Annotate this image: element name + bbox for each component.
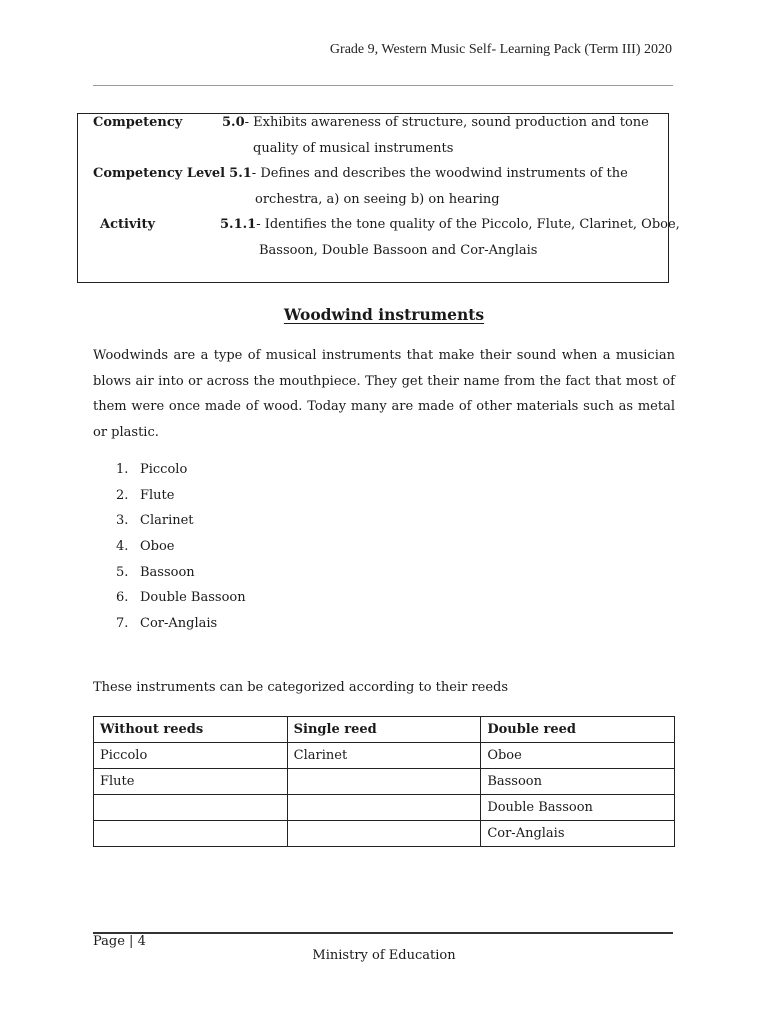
intro-paragraph: Woodwinds are a type of musical instruments that make their sound when a musician blows air into or across the mouthpiece. They get their name from the fact that most of them were once made of wood. Today many are made of other materials such as metal or plastic. xyxy=(93,348,675,440)
activity-text-2: Bassoon, Double Bassoon and Cor-Anglais xyxy=(259,243,538,258)
page-header: Grade 9, Western Music Self- Learning Pack (Term III) 2020 xyxy=(329,42,672,57)
list-item: 4. Oboe xyxy=(116,539,175,555)
table-row xyxy=(94,769,675,795)
instrument-list xyxy=(116,460,246,640)
list-item: 1. Piccolo xyxy=(116,462,188,477)
table-header-row xyxy=(94,717,675,743)
page-number: Page | 4 xyxy=(93,934,146,949)
header-single-reed: Single reed xyxy=(287,717,481,743)
reed-category-table xyxy=(93,716,675,847)
table-cell: Clarinet xyxy=(287,743,481,769)
competency-level-text-2: orchestra, a) on seeing b) on hearing xyxy=(255,192,500,207)
activity-code: 5.1.1 xyxy=(220,217,257,232)
list-item: 5. Bassoon xyxy=(116,564,195,580)
table-cell xyxy=(94,821,288,847)
list-item: 7. Cor-Anglais xyxy=(116,616,218,632)
list-item: 2. Flute xyxy=(116,487,175,503)
competency-level-code: 5.1 xyxy=(229,166,252,181)
table-cell: Double Bassoon xyxy=(481,795,675,821)
table-row xyxy=(94,821,675,847)
table-cell xyxy=(287,821,481,847)
competency-label: Competency xyxy=(93,115,183,130)
table-cell xyxy=(94,795,288,821)
activity-label: Activity xyxy=(100,217,155,232)
table-cell: Piccolo xyxy=(94,743,288,769)
competency-code: 5.0 xyxy=(222,115,245,130)
competency-text-1: - Exhibits awareness of structure, sound production and tone xyxy=(244,115,649,130)
list-item: 3. Clarinet xyxy=(116,513,194,529)
category-intro: These instruments can be categorized according to their reeds xyxy=(93,680,509,695)
competency-box xyxy=(77,113,680,283)
table-row xyxy=(94,795,675,821)
competency-level-row xyxy=(93,166,628,182)
footer-ministry: Ministry of Education xyxy=(312,948,456,963)
table-cell: Bassoon xyxy=(481,769,675,795)
table-cell: Flute xyxy=(94,769,288,795)
activity-description xyxy=(220,217,680,233)
table-row xyxy=(94,743,675,769)
footer-divider xyxy=(93,932,673,934)
activity-text-1: - Identifies the tone quality of the Piccolo, Flute, Clarinet, Oboe, xyxy=(256,217,680,232)
section-title: Woodwind instruments xyxy=(283,305,485,324)
header-double-reed: Double reed xyxy=(481,717,675,743)
table-cell: Cor-Anglais xyxy=(481,821,675,847)
header-without-reeds: Without reeds xyxy=(94,717,288,743)
header-divider xyxy=(93,85,673,86)
table-cell: Oboe xyxy=(481,743,675,769)
competency-description xyxy=(222,115,649,131)
competency-level-text-1: - Defines and describes the woodwind instruments of the xyxy=(251,166,628,181)
competency-row xyxy=(93,115,182,131)
competency-level-label: Competency Level xyxy=(93,166,226,181)
table-cell xyxy=(287,795,481,821)
list-item: 6. Double Bassoon xyxy=(116,590,246,606)
competency-text-2: quality of musical instruments xyxy=(253,141,454,156)
table-cell xyxy=(287,769,481,795)
